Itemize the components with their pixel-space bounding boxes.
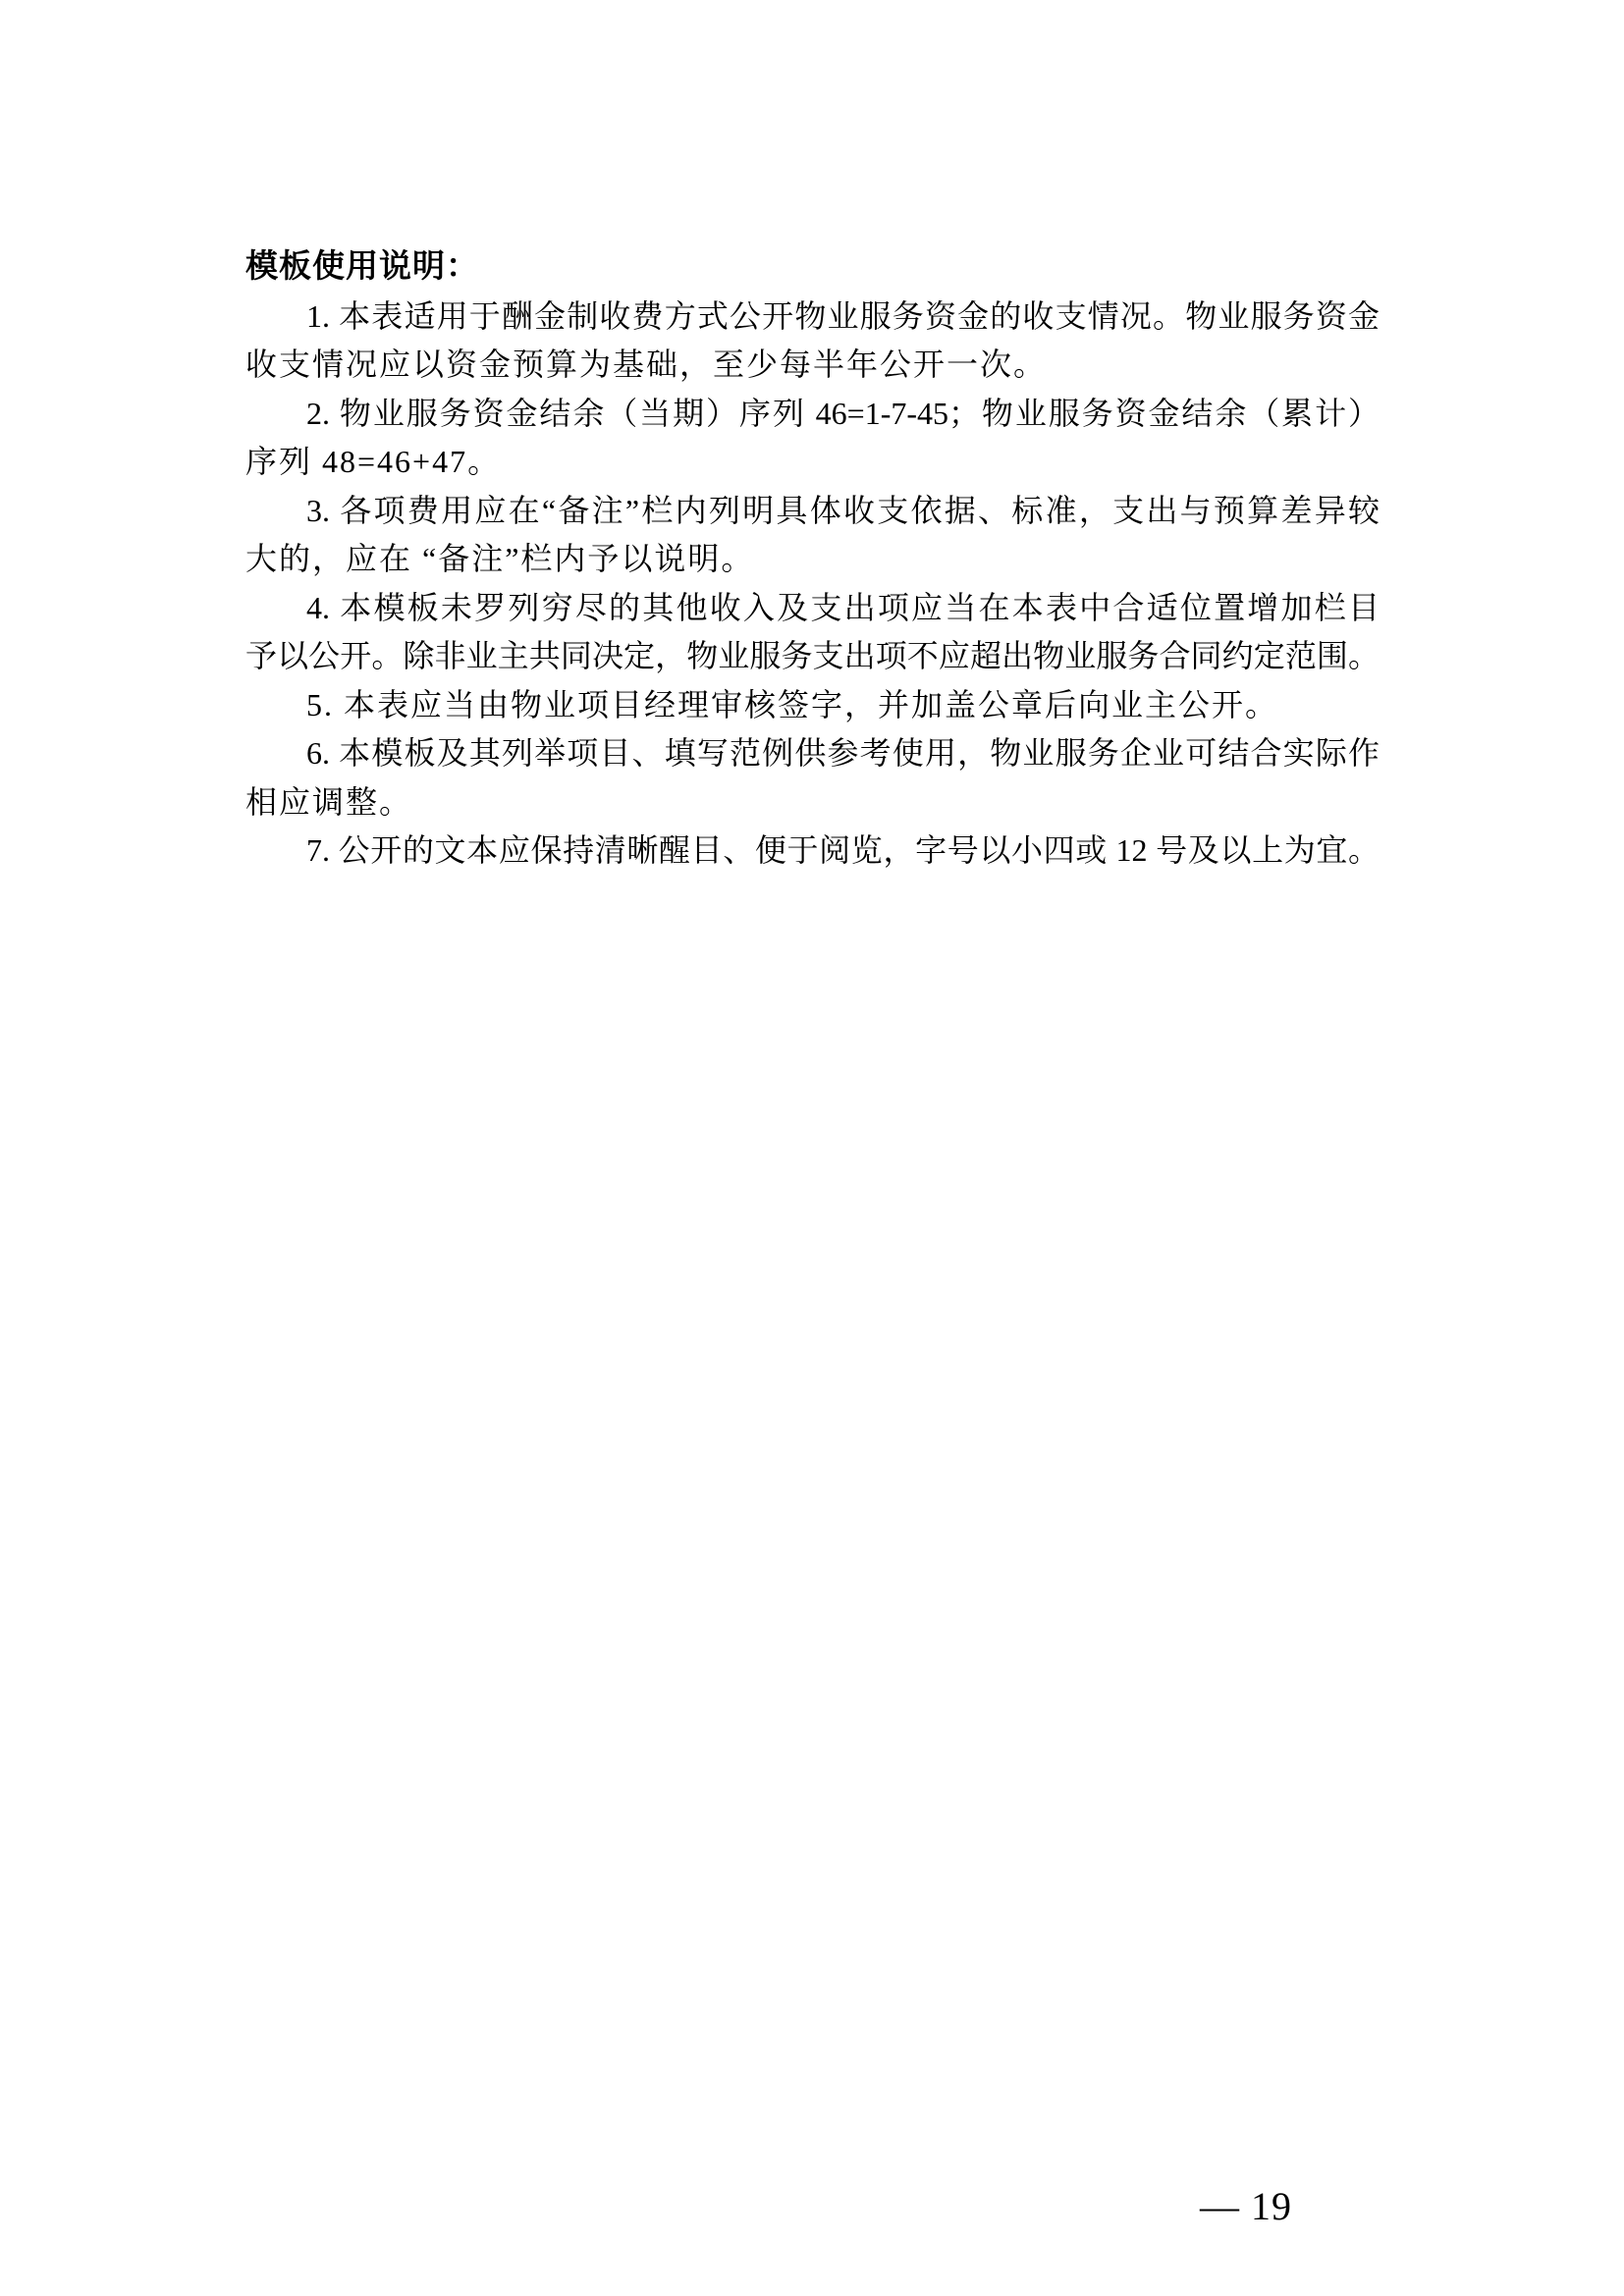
page-number: — 19	[1200, 2184, 1292, 2228]
instruction-5-line-1: 5. 本表应当由物业项目经理审核签字，并加盖公章后向业主公开。	[306, 686, 1279, 722]
instruction-7-line-1: 7. 公开的文本应保持清晰醒目、便于阅览，字号以小四或 12 号及以上为宜。	[306, 832, 1380, 868]
instruction-6-line-2: 相应调整。	[245, 783, 413, 820]
instruction-4-line-2: 予以公开。除非业主共同决定，物业服务支出项不应超出物业服务合同约定范围。	[245, 638, 1380, 673]
section-heading: 模板使用说明：	[245, 249, 479, 285]
instructions-block	[245, 243, 1380, 876]
instruction-6-line-1: 6. 本模板及其列举项目、填写范例供参考使用，物业服务企业可结合实际作	[306, 735, 1380, 771]
instruction-3-line-2: 大的，应在 “备注”栏内予以说明。	[245, 541, 755, 576]
instruction-1-line-1: 1. 本表适用于酬金制收费方式公开物业服务资金的收支情况。物业服务资金	[306, 297, 1380, 334]
instruction-1-line-2: 收支情况应以资金预算为基础，至少每半年公开一次。	[245, 347, 1048, 382]
instruction-4-line-1: 4. 本模板未罗列穷尽的其他收入及支出项应当在本表中合适位置增加栏目	[306, 589, 1380, 625]
instruction-3-line-1: 3. 各项费用应在“备注”栏内列明具体收支依据、标准，支出与预算差异较	[306, 492, 1380, 528]
instruction-2-line-1: 2. 物业服务资金结余（当期）序列 46=1-7-45；物业服务资金结余（累计）	[306, 395, 1380, 431]
instruction-2-line-2: 序列 48=46+47。	[245, 444, 502, 479]
